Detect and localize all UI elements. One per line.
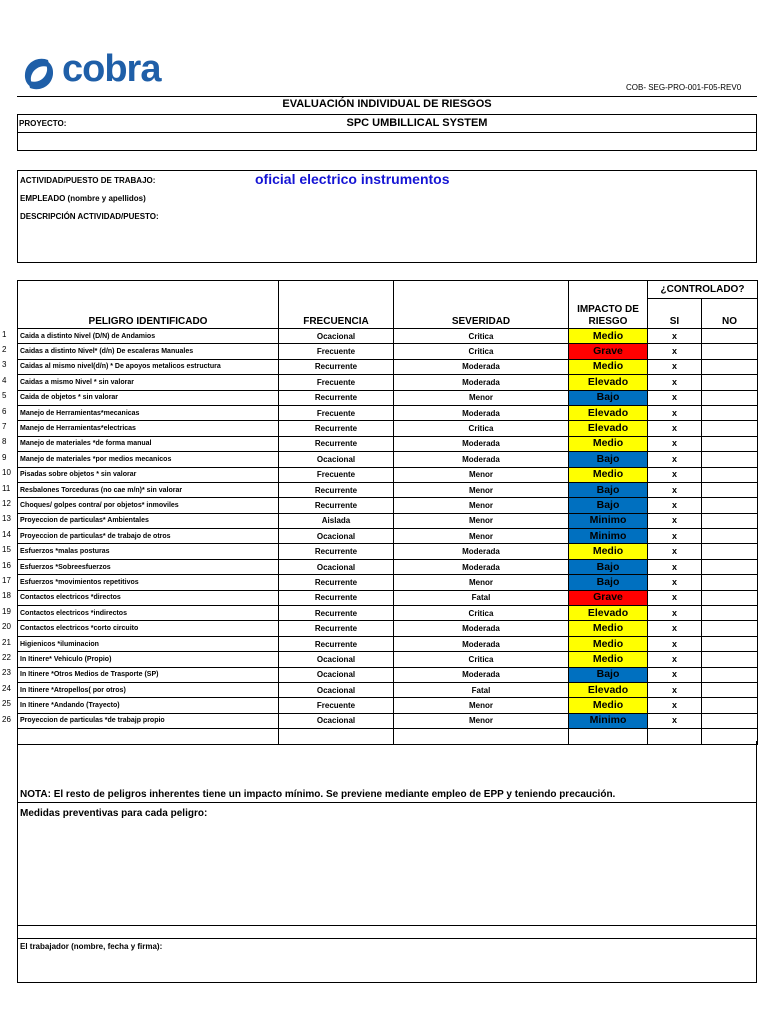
hazard-cell: Pisadas sobre objetos * sin valorar: [18, 467, 279, 482]
severity-cell: Fatal: [394, 682, 569, 697]
header-frecuencia: FRECUENCIA: [279, 281, 394, 329]
severity-cell: Menor: [394, 529, 569, 544]
company-logo: [20, 48, 170, 96]
impact-cell: Medio: [569, 359, 648, 374]
frequency-cell: Ocacional: [279, 529, 394, 544]
controlled-yes-cell: x: [648, 559, 702, 574]
controlled-yes-cell: x: [648, 667, 702, 682]
controlled-no-cell: [702, 575, 758, 590]
hazard-cell: Proyeccion de particulas* de trabajo de otros: [18, 529, 279, 544]
controlled-no-cell: [702, 421, 758, 436]
hazard-table: [17, 280, 758, 745]
table-row: [18, 621, 758, 636]
severity-cell: Menor: [394, 575, 569, 590]
table-row: [18, 575, 758, 590]
header-severidad: SEVERIDAD: [394, 281, 569, 329]
hazard-cell: Proyeccion de particulas* Ambientales: [18, 513, 279, 528]
impact-cell: Medio: [569, 636, 648, 651]
frequency-cell: Ocacional: [279, 667, 394, 682]
row-number: 22: [2, 652, 11, 662]
controlled-no-cell: [702, 529, 758, 544]
controlled-no-cell: [702, 498, 758, 513]
row-number: 1: [2, 329, 7, 339]
controlled-yes-cell: x: [648, 344, 702, 359]
impact-cell: Medio: [569, 698, 648, 713]
table-row: [18, 405, 758, 420]
controlled-yes-cell: x: [648, 329, 702, 344]
row-number: 17: [2, 575, 11, 585]
header-impacto: IMPACTO DE RIESGO: [569, 281, 648, 329]
controlled-yes-cell: x: [648, 575, 702, 590]
hazard-cell: Contactos electricos *corto circuito: [18, 621, 279, 636]
row-number: 13: [2, 514, 11, 524]
table-row: [18, 529, 758, 544]
header-controlado: ¿CONTROLADO?: [648, 281, 758, 299]
controlled-no-cell: [702, 636, 758, 651]
controlled-yes-cell: x: [648, 606, 702, 621]
frequency-cell: Recurrente: [279, 390, 394, 405]
frequency-cell: Recurrente: [279, 482, 394, 497]
row-number: 15: [2, 545, 11, 555]
severity-cell: Moderada: [394, 667, 569, 682]
severity-cell: Moderada: [394, 405, 569, 420]
controlled-yes-cell: x: [648, 375, 702, 390]
table-row: [18, 606, 758, 621]
frequency-cell: Recurrente: [279, 498, 394, 513]
hazard-cell: Caidas a distinto Nivel* (d/n) De escaleras Manuales: [18, 344, 279, 359]
severity-cell: Critica: [394, 421, 569, 436]
row-number: 3: [2, 360, 7, 370]
severity-cell: Moderada: [394, 359, 569, 374]
empty-cell: [702, 729, 758, 744]
medidas-label: Medidas preventivas para cada peligro:: [20, 808, 208, 819]
severity-cell: Critica: [394, 652, 569, 667]
hazard-cell: In Itinere *Otros Medios de Trasporte (SP): [18, 667, 279, 682]
row-number: 23: [2, 668, 11, 678]
controlled-no-cell: [702, 405, 758, 420]
hazard-cell: Contactos electricos *indirectos: [18, 606, 279, 621]
controlled-yes-cell: x: [648, 452, 702, 467]
impact-cell: Medio: [569, 621, 648, 636]
row-number: 4: [2, 375, 7, 385]
table-row: [18, 375, 758, 390]
severity-cell: Menor: [394, 713, 569, 728]
controlled-no-cell: [702, 652, 758, 667]
project-label: PROYECTO:: [19, 119, 67, 128]
hazard-cell: Manejo de Herramientas*electricas: [18, 421, 279, 436]
empty-cell: [569, 729, 648, 744]
controlled-no-cell: [702, 436, 758, 451]
row-number: 25: [2, 699, 11, 709]
cobra-swirl-icon: [20, 54, 58, 94]
controlled-no-cell: [702, 606, 758, 621]
table-row: [18, 544, 758, 559]
hazard-cell: Caidas a mismo Nivel * sin valorar: [18, 375, 279, 390]
row-number: 12: [2, 498, 11, 508]
employee-label: EMPLEADO (nombre y apellidos): [20, 194, 146, 203]
controlled-yes-cell: x: [648, 498, 702, 513]
hazard-cell: Contactos electricos *directos: [18, 590, 279, 605]
empty-cell: [18, 729, 279, 744]
row-number: 5: [2, 391, 7, 401]
severity-cell: Moderada: [394, 544, 569, 559]
frequency-cell: Frecuente: [279, 344, 394, 359]
description-label: DESCRIPCIÓN ACTIVIDAD/PUESTO:: [20, 212, 159, 221]
impact-cell: Bajo: [569, 498, 648, 513]
table-header-row-1: [18, 281, 758, 299]
frequency-cell: Ocacional: [279, 452, 394, 467]
hazard-cell: Esfuerzos *malas posturas: [18, 544, 279, 559]
controlled-yes-cell: x: [648, 390, 702, 405]
severity-cell: Menor: [394, 467, 569, 482]
frequency-cell: Ocacional: [279, 713, 394, 728]
impact-cell: Medio: [569, 467, 648, 482]
medidas-section: [17, 802, 757, 926]
controlled-no-cell: [702, 344, 758, 359]
impact-cell: Minimo: [569, 713, 648, 728]
severity-cell: Moderada: [394, 559, 569, 574]
table-row: [18, 482, 758, 497]
controlled-yes-cell: x: [648, 482, 702, 497]
hazard-cell: Higienicos *iluminacion: [18, 636, 279, 651]
frequency-cell: Recurrente: [279, 421, 394, 436]
row-number: 24: [2, 683, 11, 693]
table-row: [18, 467, 758, 482]
trabajador-spacer: [17, 925, 757, 939]
severity-cell: Critica: [394, 329, 569, 344]
frequency-cell: Ocacional: [279, 652, 394, 667]
severity-cell: Moderada: [394, 375, 569, 390]
row-number: 7: [2, 421, 7, 431]
frequency-cell: Recurrente: [279, 359, 394, 374]
controlled-yes-cell: x: [648, 436, 702, 451]
controlled-yes-cell: x: [648, 652, 702, 667]
frequency-cell: Recurrente: [279, 590, 394, 605]
controlled-yes-cell: x: [648, 359, 702, 374]
impact-cell: Bajo: [569, 482, 648, 497]
impact-cell: Medio: [569, 329, 648, 344]
frequency-cell: Recurrente: [279, 621, 394, 636]
document-title: EVALUACIÓN INDIVIDUAL DE RIESGOS: [282, 98, 492, 110]
severity-cell: Moderada: [394, 436, 569, 451]
row-number: 21: [2, 637, 11, 647]
controlled-yes-cell: x: [648, 405, 702, 420]
frequency-cell: Ocacional: [279, 682, 394, 697]
frequency-cell: Recurrente: [279, 636, 394, 651]
controlled-yes-cell: x: [648, 467, 702, 482]
controlled-no-cell: [702, 452, 758, 467]
row-number: 18: [2, 591, 11, 601]
hazard-cell: Resbalones Torceduras (no cae m/n)* sin valorar: [18, 482, 279, 497]
empty-cell: [279, 729, 394, 744]
controlled-no-cell: [702, 713, 758, 728]
controlled-no-cell: [702, 544, 758, 559]
controlled-yes-cell: x: [648, 621, 702, 636]
controlled-no-cell: [702, 682, 758, 697]
severity-cell: Menor: [394, 390, 569, 405]
row-number: 2: [2, 344, 7, 354]
controlled-yes-cell: x: [648, 529, 702, 544]
table-row: [18, 421, 758, 436]
frequency-cell: Recurrente: [279, 436, 394, 451]
table-row: [18, 682, 758, 697]
controlled-yes-cell: x: [648, 544, 702, 559]
controlled-yes-cell: x: [648, 698, 702, 713]
hazard-cell: Manejo de Herramientas*mecanicas: [18, 405, 279, 420]
hazard-cell: Manejo de materiales *de forma manual: [18, 436, 279, 451]
impact-cell: Elevado: [569, 405, 648, 420]
hazard-cell: Esfuerzos *movimientos repetitivos: [18, 575, 279, 590]
header-si: SI: [648, 299, 702, 329]
controlled-no-cell: [702, 559, 758, 574]
controlled-no-cell: [702, 590, 758, 605]
frequency-cell: Ocacional: [279, 329, 394, 344]
frequency-cell: Frecuente: [279, 467, 394, 482]
table-row: [18, 652, 758, 667]
empty-cell: [394, 729, 569, 744]
controlled-no-cell: [702, 482, 758, 497]
row-number: 16: [2, 560, 11, 570]
severity-cell: Menor: [394, 498, 569, 513]
hazard-cell: Choques/ golpes contra/ por objetos* inmoviles: [18, 498, 279, 513]
row-number: 14: [2, 529, 11, 539]
impact-cell: Elevado: [569, 606, 648, 621]
controlled-no-cell: [702, 390, 758, 405]
severity-cell: Moderada: [394, 452, 569, 467]
frequency-cell: Recurrente: [279, 544, 394, 559]
table-row: [18, 452, 758, 467]
controlled-yes-cell: x: [648, 713, 702, 728]
frequency-cell: Recurrente: [279, 606, 394, 621]
controlled-no-cell: [702, 667, 758, 682]
controlled-yes-cell: x: [648, 513, 702, 528]
controlled-no-cell: [702, 329, 758, 344]
controlled-yes-cell: x: [648, 590, 702, 605]
hazard-cell: Caida a distinto Nivel (D/N) de Andamios: [18, 329, 279, 344]
hazard-cell: Manejo de materiales *por medios mecanicos: [18, 452, 279, 467]
controlled-yes-cell: x: [648, 636, 702, 651]
table-row: [18, 436, 758, 451]
table-row: [18, 667, 758, 682]
table-row: [18, 636, 758, 651]
row-number: 10: [2, 468, 11, 478]
controlled-yes-cell: x: [648, 421, 702, 436]
hazard-cell: In Itinere* Vehiculo (Propio): [18, 652, 279, 667]
frequency-cell: Frecuente: [279, 698, 394, 713]
header-no: NO: [702, 299, 758, 329]
controlled-no-cell: [702, 621, 758, 636]
controlled-no-cell: [702, 375, 758, 390]
row-number: 11: [2, 483, 11, 493]
activity-value: oficial electrico instrumentos: [255, 171, 450, 187]
impact-cell: Elevado: [569, 682, 648, 697]
impact-cell: Medio: [569, 436, 648, 451]
hazard-cell: Caida de objetos * sin valorar: [18, 390, 279, 405]
row-number: 19: [2, 606, 11, 616]
table-row: [18, 559, 758, 574]
row-number: 6: [2, 406, 7, 416]
impact-cell: Elevado: [569, 375, 648, 390]
impact-cell: Grave: [569, 344, 648, 359]
severity-cell: Menor: [394, 513, 569, 528]
severity-cell: Menor: [394, 482, 569, 497]
hazard-cell: Caidas al mismo nivel(d/n) * De apoyos metalicos estructura: [18, 359, 279, 374]
table-row: [18, 590, 758, 605]
table-row: [18, 329, 758, 344]
row-number: 9: [2, 452, 7, 462]
activity-label: ACTIVIDAD/PUESTO DE TRABAJO:: [20, 176, 156, 185]
hazard-cell: Proyeccion de particulas *de trabajp propio: [18, 713, 279, 728]
frequency-cell: Aislada: [279, 513, 394, 528]
controlled-no-cell: [702, 513, 758, 528]
trabajador-label: El trabajador (nombre, fecha y firma):: [20, 942, 163, 951]
hazard-cell: In Itinere *Andando (Trayecto): [18, 698, 279, 713]
table-row: [18, 498, 758, 513]
controlled-no-cell: [702, 359, 758, 374]
frequency-cell: Frecuente: [279, 405, 394, 420]
header-peligro: PELIGRO IDENTIFICADO: [18, 281, 279, 329]
impact-cell: Bajo: [569, 390, 648, 405]
impact-cell: Medio: [569, 544, 648, 559]
severity-cell: Menor: [394, 698, 569, 713]
project-value: SPC UMBILLICAL SYSTEM: [346, 117, 488, 129]
controlled-no-cell: [702, 467, 758, 482]
severity-cell: Fatal: [394, 590, 569, 605]
row-number: 20: [2, 622, 11, 632]
row-number: 26: [2, 714, 11, 724]
table-row: [18, 713, 758, 728]
impact-cell: Medio: [569, 652, 648, 667]
severity-cell: Moderada: [394, 636, 569, 651]
severity-cell: Critica: [394, 606, 569, 621]
empty-cell: [648, 729, 702, 744]
impact-cell: Elevado: [569, 421, 648, 436]
severity-cell: Moderada: [394, 621, 569, 636]
impact-cell: Grave: [569, 590, 648, 605]
controlled-yes-cell: x: [648, 682, 702, 697]
nota-text: NOTA: El resto de peligros inherentes tiene un impacto mínimo. Se previene mediante empleo de EPP y teniendo precaución.: [20, 789, 616, 800]
brand-name: cobra: [62, 48, 161, 90]
impact-cell: Bajo: [569, 452, 648, 467]
frequency-cell: Ocacional: [279, 559, 394, 574]
table-row: [18, 344, 758, 359]
impact-cell: Minimo: [569, 529, 648, 544]
table-row: [18, 359, 758, 374]
frequency-cell: Frecuente: [279, 375, 394, 390]
table-row: [18, 698, 758, 713]
table-row: [18, 390, 758, 405]
impact-cell: Bajo: [569, 667, 648, 682]
table-row: [18, 513, 758, 528]
row-number: 8: [2, 437, 7, 447]
impact-cell: Minimo: [569, 513, 648, 528]
impact-cell: Bajo: [569, 575, 648, 590]
controlled-no-cell: [702, 698, 758, 713]
severity-cell: Critica: [394, 344, 569, 359]
table-row-empty: [18, 729, 758, 744]
impact-cell: Bajo: [569, 559, 648, 574]
frequency-cell: Recurrente: [279, 575, 394, 590]
document-code: COB- SEG-PRO-001-F05-REV0: [626, 83, 742, 92]
hazard-cell: In Itinere *Atropellos( por otros): [18, 682, 279, 697]
hazard-cell: Esfuerzos *Sobreesfuerzos: [18, 559, 279, 574]
